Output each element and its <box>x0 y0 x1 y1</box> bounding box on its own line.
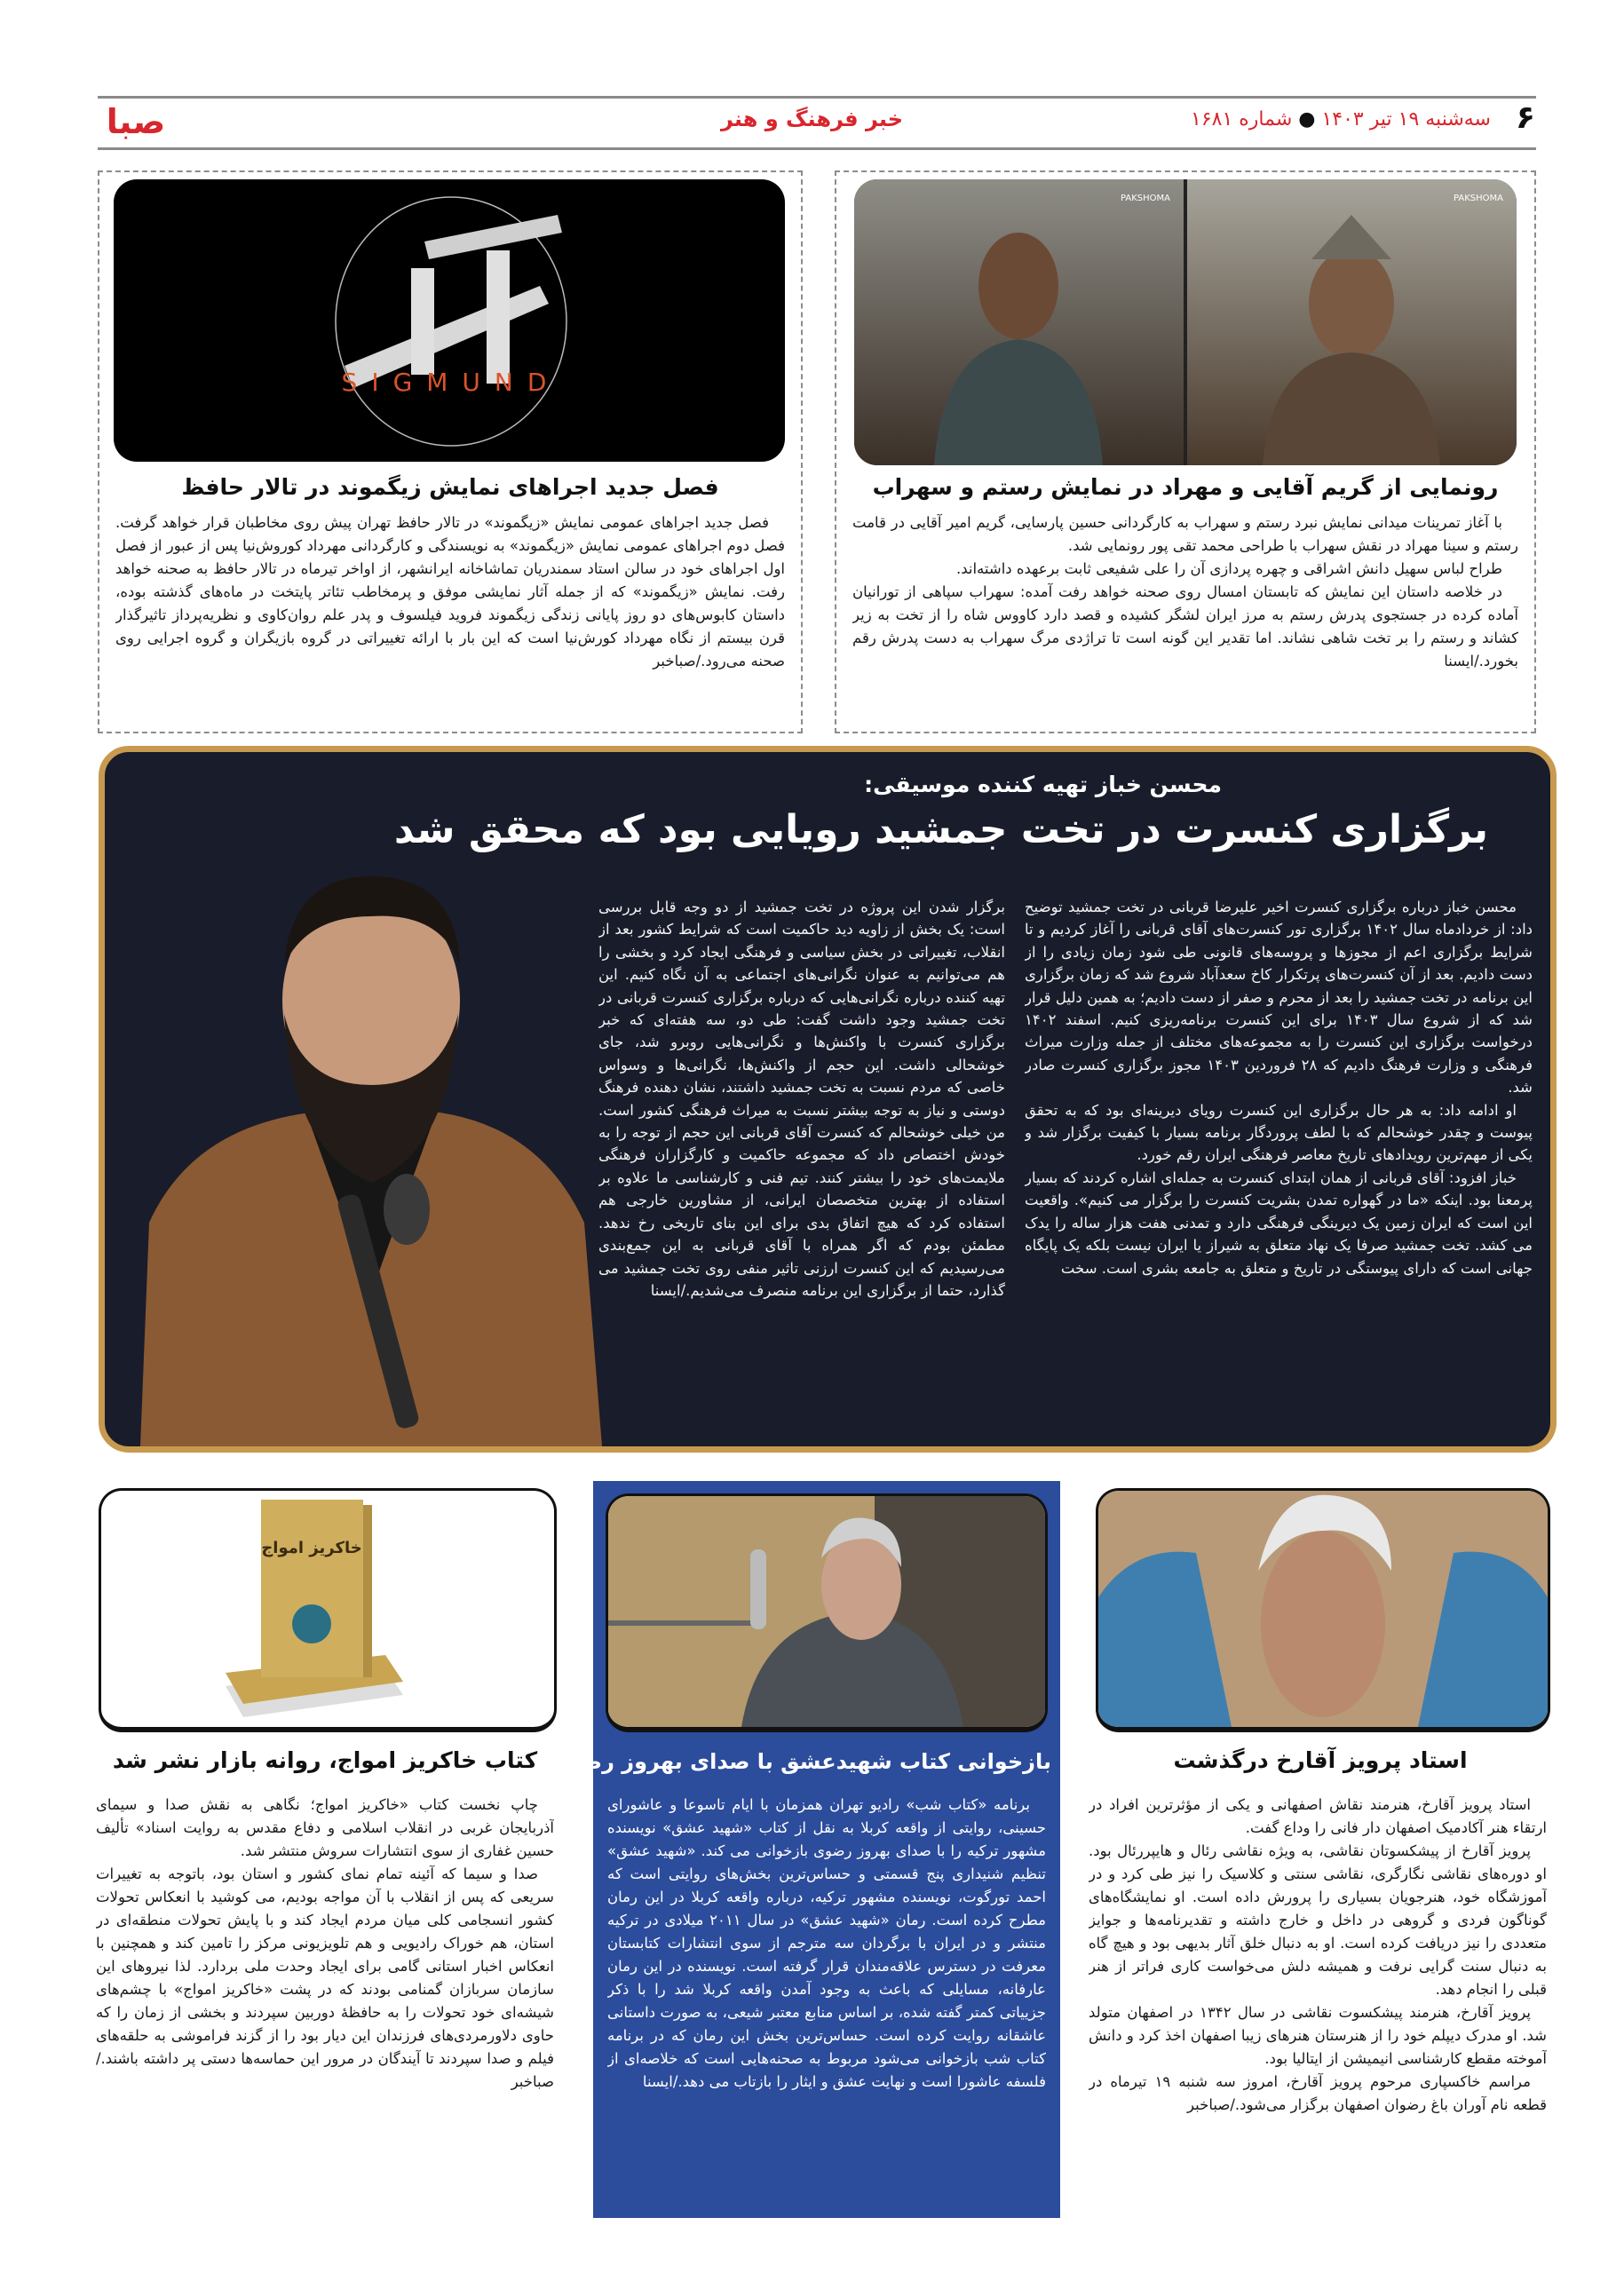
paragraph: طراح لباس سهیل دانش اشراقی و چهره پردازی آن را علی شفیعی ثابت برعهده داشته‌اند. <box>955 560 1502 577</box>
paragraph: فصل جدید اجراهای عمومی نمایش «زیگموند» در تالار حافظ تهران پیش روی مخاطبان قرار خواهد گرفت. فصل دوم اجراهای عمومی نمایش «زیگموند» به نویسندگی و کارگردانی مهرداد کوروش‌نیا پس از عبور از فصل اول اجراهای خود در سالن استاد سمندریان تماشاخانه ایرانشهر، از اواخر تیرماه در تالار حافظ به صحنه خواهد رفت. نمایش «زیگموند» که از جمله آثار نمایشی موفق و پرمخاطب تئاتر پایتخت در ماه‌های گذشته بوده، داستان کابوس‌های دو روز پایانی زندگی زیگموند فروید فیلسوف و پدر علم روان‌کاوی و نظریه‌پرداز تاثیرگذار قرن بیستم از نگاه مهرداد کورش‌نیا است که این بار با ارائه تغییراتی در گروه بازیگران و گروه اجرایی روی صحنه می‌رود./صباخبر <box>115 514 785 669</box>
article-shahid-eshgh <box>548 1481 1060 2218</box>
rostam-sohrab-photo <box>854 179 1517 465</box>
sigmund-logo-text: SIGMUND <box>341 368 561 397</box>
article-body <box>115 511 785 725</box>
section-title: خبر فرهنگ و هنر <box>720 107 904 131</box>
bullet-icon: ● <box>1298 108 1316 131</box>
article-title: رونمایی از گریم آقایی و مهراد در نمایش رستم و سهراب <box>872 474 1499 500</box>
feature-column-2 <box>598 896 1005 1439</box>
issue-date: سه‌شنبه ۱۹ تیر ۱۴۰۳ <box>1321 108 1491 131</box>
article-title: کتاب خاکریز امواج، روانه بازار نشر شد <box>112 1747 538 1773</box>
feature-headline: برگزاری کنسرت در تخت جمشید رویایی بود که محقق شد <box>393 807 1488 852</box>
header-bottom-rule <box>98 147 1536 150</box>
watermark-logo: PAKSHOMA <box>1121 194 1170 203</box>
interviewee-photo <box>140 867 602 1446</box>
article-body <box>852 511 1518 725</box>
sigmund-poster <box>114 179 785 462</box>
paragraph: محسن خباز درباره برگزاری کنسرت اخیر علیرضا قربانی در تخت جمشید توضیح داد: از خردادماه سال ۱۴۰۲ برگزاری تور کنسرت‌های آقای قربانی را آغاز کردیم و تا شرایط برگزاری اعم از مجوزها و پروسه‌های قانونی طی شود زمان زیادی را از دست دادیم. بعد از آن کنسرت‌های پرتکرار کاخ سعدآباد شروع شد که زمان برگزاری این برنامه در تخت جمشید را بعد از محرم و صفر از دست دادیم؛ به همین دلیل قرار شد که از شروع سال ۱۴۰۳ برای این کنسرت برنامه‌ریزی کنیم. اسفند ۱۴۰۲ درخواست برگزاری این کنسرت را به مجموعه‌های مختلف از جمله وزارت میراث فرهنگی و وزارت فرهنگ دادیم که ۲۸ فروردین ۱۴۰۳ مجوز برگزاری کنسرت صادر شد. <box>1025 899 1533 1097</box>
article-body <box>1089 1794 1547 2202</box>
svg-text:صبا: صبا <box>106 102 166 141</box>
book-cover-photo <box>99 1488 557 1732</box>
article-title: فصل جدید اجراهای نمایش زیگموند در تالار حافظ <box>181 474 719 500</box>
paragraph: خباز افزود: آقای قربانی از همان ابتدای کنسرت به جمله‌ای اشاره کردند که بسیار پرمعنا بود. اینکه «ما در گهواره تمدن بشریت کنسرت را برگزار می کنیم». واقعیت این است که ایران زمین یک دیرینگی فرهنگی دارد و تمدنی هفت هزار ساله را یدک می کشد. تخت جمشید صرفا یک نهاد متعلق به شیراز یا ایران نیست بلکه یک پایگاه جهانی است که دارای پیوستگی در تاریخ و متعلق به جامعه بشری است. سخت <box>1025 1168 1533 1277</box>
paragraph: پرویز آقارخ از پیشکسوتان نقاشی، به ویژه نقاشی رئال و هایپررئال بود. او دوره‌های نقاشی نگارگری، نقاشی سنتی و کلاسیک را نیز طی کرد و در آموزشگاه خود، هنرجویان بسیاری را پرورش داده است. او نمایشگاه‌های گوناگون فردی و گروهی در داخل و خارج داشته و تقدیرنامه‌ها و جوایز متعددی را نیز دریافت کرده است. او به دنبال خلق آثار بدیهی بود و هیچ گاه به دنبال سنت گرایی نرفت و همیشه دلش می‌خواست کاری فراتر از هنر قبلی را انجام دهد. <box>1089 1842 1547 1998</box>
paragraph: صدا و سیما که آئینه تمام نمای کشور و استان بود، باتوجه به تغییرات سریعی که پس از انقلاب با آن مواجه بودیم، می کوشید با انعکاس تحولات کشور انسجامی کلی میان مردم ایجاد کند و با پایش تحولات منطقه‌ای در استان، هم خوراک رادیویی و هم تلویزیونی مرکز را تامین کند و همچنین با انعکاس اخبار استانی گامی برای ایجاد وحدت ملی بردارد. لذا نیروهای این سازمان سربازان گمنامی بودند که در پشت «خاکریز امواج» با چشم‌های شیشه‌ای خود تحولات را به حافظهٔ دوربین سپردند و بخشی از زمان را که حاوی دلاورمردی‌های فرزندان این دیار بود را از گزند فراموشی به حلقه‌های فیلم و صدا سپردند تا آیندگان در مرور این حماسه‌ها دستی پر داشته باشند./صباخبر <box>96 1865 554 2090</box>
paragraph: در خلاصه داستان این نمایش که تابستان امسال روی صحنه خواهد رفت آمده: سهراب سپاهی از تورانیان آماده کرده در جستجوی پدرش رستم به مرز ایران لشگر کشیده و قصد دارد کاووس شاه را از تخت به زیر کشاند و رستم را بر تخت شاهی نشاند. اما تقدیر این گونه است تا تراژدی مرگ سهراب به دست پدرش رقم بخورد./ایسنا <box>852 583 1518 669</box>
article-sigmund <box>98 170 803 733</box>
paragraph: پرویز آقارخ، هنرمند پیشکسوت نقاشی در سال ۱۳۴۲ در اصفهان متولد شد. او مدرک دیپلم خود را از هنرستان هنرهای زیبا اصفهان اخذ کرد و دانش آموخته مقطع کارشناسی انیمیشن از ایتالیا بود. <box>1089 2004 1547 2067</box>
book-cover-title: خاکریز امواج <box>261 1539 362 1557</box>
article-body <box>607 1794 1046 2211</box>
page-number: ۶ <box>1516 99 1535 136</box>
paragraph: برگزار شدن این پروژه در تخت جمشید از دو وجه قابل بررسی است: یک بخش از زاویه دید حاکمیت است که شرایط کشور بعد از انقلاب، تغییراتی در بخش سیاسی و فرهنگی ایجاد کرد و بخشی را هم می‌توانیم به عنوان نگرانی‌های اجتماعی به آن نگاه کنیم. این تهیه کننده درباره نگرانی‌هایی که درباره برگزاری کنسرت قربانی در تخت جمشید وجود داشت گفت: طی دو، سه هفته‌ای که خبر برگزاری کنسرت با واکنش‌ها و نگرانی‌هایی روبرو شد، جای خوشحالی داشت. این حجم از واکنش‌ها، نگرانی‌ها و وسواس خاصی که مردم نسبت به تخت جمشید داشتند، نشان دهنده فرهنگ دوستی و نیاز به توجه بیشتر نسبت به میراث فرهنگی کشور است. من خیلی خوشحالم که کنسرت آقای قربانی این حجم از توجه را به خودش اختصاص داد که مجموعه حاکمیت و کارگزاران فرهنگی ملایمت‌های خود را بیشتر کنند. تیم فنی و کارشناسی ما علاوه بر استفاده از بهترین متخصصان ایرانی، از مشاورین خارجی هم استفاده کرد که هیچ اتفاق بدی برای این بنای تاریخی رخ ندهد. مطمئن بودم که اگر همراه با آقای قربانی به این جمع‌بندی می‌رسیدیم که این کنسرت ارزنی تاثیر منفی روی تخت جمشید می گذارد، حتما از برگزاری این برنامه منصرف می‌شدیم./ایسنا <box>598 899 1005 1299</box>
paragraph: او ادامه داد: به هر حال برگزاری این کنسرت رویای دیرینه‌ای بود که به تحقق پیوست و چقدر خوشحالم که با لطف پروردگار برنامه بسیار با کیفیت برگزار شد و یکی از مهم‌ترین رویدادهای تاریخ معاصر فرهنگی ایران رقم خورد. <box>1025 1101 1533 1164</box>
aghrokh-photo <box>1096 1488 1550 1732</box>
paragraph: مراسم خاکسپاری مرحوم پرویز آقارخ، امروز سه شنبه ۱۹ تیرماه در قطعه نام آوران باغ رضوان اصفهان برگزار می‌شود./صباخبر <box>1089 2073 1547 2113</box>
paragraph: استاد پرویز آقارخ، هنرمند نقاش اصفهانی و یکی از مؤثرترین افراد در ارتقاء هنر آکادمیک اصفهان دار فانی را وداع گفت. <box>1089 1796 1547 1836</box>
issue-number: شماره ۱۶۸۱ <box>1191 108 1293 131</box>
paragraph: برنامه «کتاب شب» رادیو تهران همزمان با ایام تاسوعا و عاشورای حسینی، روایتی از واقعه کربلا به نقل از کتاب «شهید عشق» نویسنده مشهور ترکیه را با صدای بهروز رضوی بازخوانی می کند. «شهید عشق» تنظیم شنیداری پنج قسمتی و حساس‌ترین بخش‌های روایتی است که احمد تورگوت، نویسنده مشهور ترکیه، درباره واقعه کربلا در این رمان مطرح کرده است. رمان «شهید عشق» در سال ۲۰۱۱ میلادی در ترکیه منتشر و در ایران با برگردان سه مترجم از سوی انتشارات کتابستان معرفت در دسترس علاقه‌مندان قرار گرفته است. نویسنده در این رمان عارفانه، مسایلی که باعث به وجود آمدن واقعه کربلا شد را با ذکر جزییاتی کمتر گفته شده، بر اساس منابع معتبر شیعی، به صورت داستانی عاشقانه روایت کرده است. حساس‌ترین بخش این رمان که در برنامه کتاب شب بازخوانی می‌شود مربوط به صحنه‌هایی است که خلاصه‌ای از فلسفه عاشورا است و نهایت عشق و ایثار را بازتاب می دهد./ایسنا <box>607 1796 1046 2090</box>
paragraph: با آغاز تمرینات میدانی نمایش نبرد رستم و سهراب به کارگردانی حسین پارسایی، گریم امیر آقایی در قامت رستم و سینا مهراد در نقش سهراب با طراحی محمد تقی پور رونمایی شد. <box>852 514 1518 554</box>
paragraph: چاپ نخست کتاب «خاکریز امواج؛ نگاهی به نقش صدا و سیمای آذربایجان غربی در انقلاب اسلامی و دفاع مقدس به روایت اسناد» تألیف حسین غفاری از سوی انتشارات سروش منتشر شد. <box>96 1796 554 1859</box>
svg-text:PAKSHOMA: PAKSHOMA <box>1454 194 1503 203</box>
feature-column-1 <box>1025 896 1533 1439</box>
razavi-photo <box>606 1493 1048 1732</box>
article-title: استاد پرویز آقارخ درگذشت <box>1173 1747 1468 1773</box>
feature-kicker: محسن خباز تهیه کننده موسیقی: <box>864 772 1222 797</box>
article-rostam-sohrab <box>835 170 1536 733</box>
article-title: بازخوانی کتاب شهیدعشق با صدای بهروز رضوی <box>548 1749 1051 1774</box>
header-top-rule <box>98 96 1536 99</box>
article-body <box>96 1794 554 2202</box>
newspaper-logo <box>96 98 176 144</box>
feature-article <box>99 746 1557 1453</box>
